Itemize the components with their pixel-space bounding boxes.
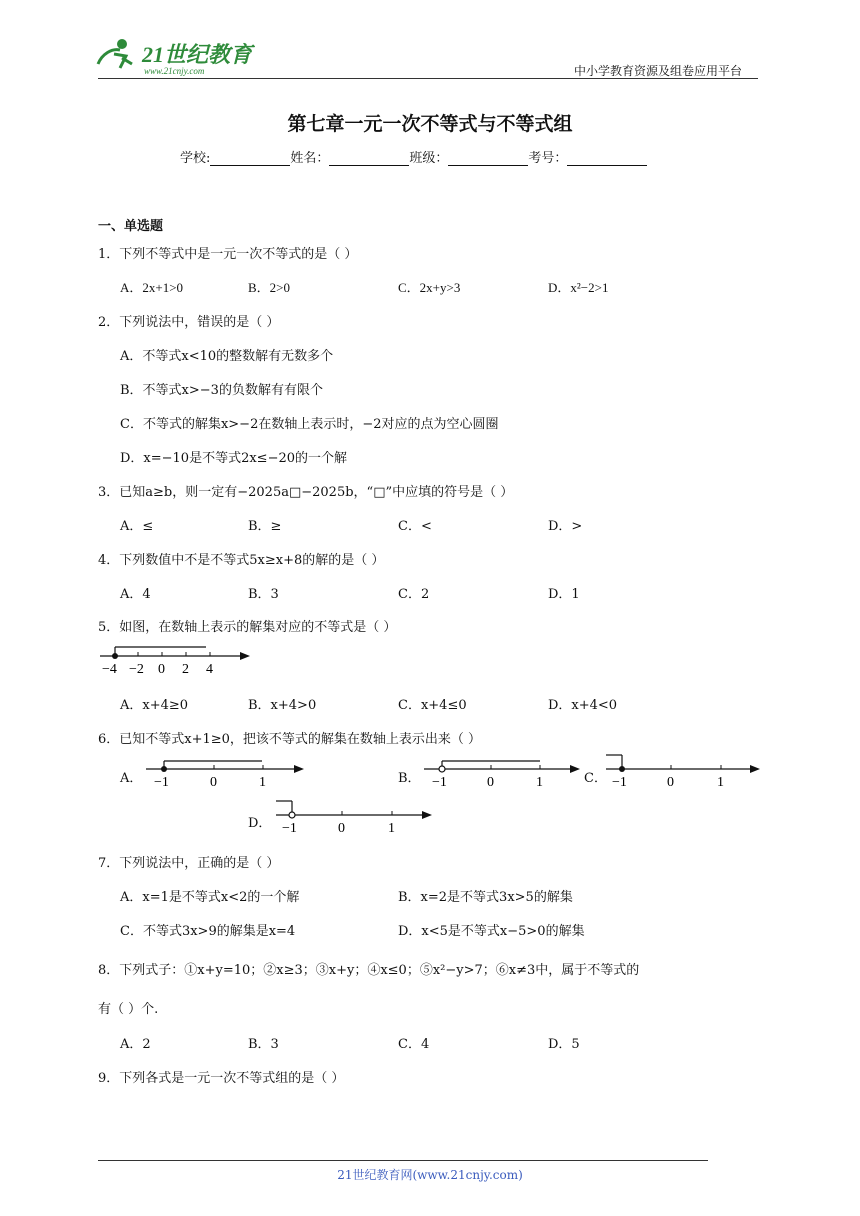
question-3-stem: 3．已知a≥b，则一定有−2025a□−2025b，“□”中应填的符号是（ ） xyxy=(98,485,514,500)
name-label: 姓名： xyxy=(290,151,330,166)
question-6-stem: 6．已知不等式x+1≥0，把该不等式的解集在数轴上表示出来（ ） xyxy=(98,732,482,747)
q6-option-c-number-line[interactable] xyxy=(604,752,764,790)
q5-tick-label: −4 xyxy=(102,662,117,677)
q6c-tick-label: 0 xyxy=(667,775,674,790)
question-1-stem: 1．下列不等式中是一元一次不等式的是（ ） xyxy=(98,247,358,262)
q6d-tick-label: 1 xyxy=(388,821,395,836)
q5-tick-label: 2 xyxy=(182,662,189,677)
q6d-tick-label: −1 xyxy=(282,821,297,836)
logo-text: 21世纪教育 xyxy=(142,42,253,67)
q8-option-b[interactable]: B．3 xyxy=(248,1037,279,1052)
q6c-tick-label: −1 xyxy=(612,775,627,790)
school-label: 学校: xyxy=(180,151,211,166)
q6d-tick-label: 0 xyxy=(338,821,345,836)
q6a-tick-label: −1 xyxy=(154,775,169,790)
q2-option-b[interactable]: B．不等式x>−3的负数解有有限个 xyxy=(120,383,323,398)
q8-option-c[interactable]: C．4 xyxy=(398,1037,430,1052)
page-title: 第七章一元一次不等式与不等式组 xyxy=(287,113,573,135)
q2-option-a[interactable]: A．不等式x<10的整数解有无数多个 xyxy=(120,349,334,364)
q6a-tick-label: 1 xyxy=(259,775,266,790)
q6a-tick-label: 0 xyxy=(210,775,217,790)
q5-tick-label: 4 xyxy=(206,662,213,677)
question-8-stem: 8．下列式子：①x+y=10；②x≥3；③x+y；④x≤0；⑤x²−y>7；⑥x≠3中，属于不等式的 xyxy=(98,963,640,978)
q8-option-d[interactable]: D．5 xyxy=(548,1037,580,1052)
q5-option-b[interactable]: B．x+4>0 xyxy=(248,698,317,713)
student-info-line xyxy=(180,147,647,166)
q3-option-a[interactable]: A．≤ xyxy=(120,519,154,534)
q5-option-a[interactable]: A．x+4≥0 xyxy=(120,698,189,713)
arrow-right-icon xyxy=(750,765,760,773)
q6-option-d-number-line[interactable] xyxy=(272,798,436,836)
question-5-stem: 5．如图，在数轴上表示的解集对应的不等式是（ ） xyxy=(98,620,397,635)
footer-link[interactable]: 21世纪教育网(www.21cnjy.com) xyxy=(337,1168,523,1182)
q5-number-line xyxy=(96,645,256,681)
q6b-tick-label: 0 xyxy=(487,775,494,790)
arrow-right-icon xyxy=(422,811,432,819)
q7-option-c[interactable]: C．不等式3x>9的解集是x=4 xyxy=(120,924,296,939)
q1-option-c[interactable]: C．2x+y>3 xyxy=(398,280,461,295)
footer-rule xyxy=(98,1160,708,1161)
school-blank[interactable] xyxy=(210,151,290,166)
arrow-right-icon xyxy=(294,765,304,773)
q1-option-a[interactable]: A．2x+1>0 xyxy=(120,280,184,295)
q7-option-d[interactable]: D．x<5是不等式x−5>0的解集 xyxy=(398,924,585,939)
q3-option-d[interactable]: D．> xyxy=(548,519,583,534)
q7-option-a[interactable]: A．x=1是不等式x<2的一个解 xyxy=(120,890,300,905)
name-blank[interactable] xyxy=(329,151,409,166)
q6-option-b-number-line[interactable] xyxy=(422,758,586,790)
q2-option-d[interactable]: D．x=−10是不等式2x≤−20的一个解 xyxy=(120,451,348,466)
q4-option-d[interactable]: D．1 xyxy=(548,587,580,602)
q5-option-d[interactable]: D．x+4<0 xyxy=(548,698,618,713)
question-9-stem: 9．下列各式是一元一次不等式组的是（ ） xyxy=(98,1071,345,1086)
logo-url: www.21cnjy.com xyxy=(144,66,205,76)
class-label: 班级： xyxy=(409,151,449,166)
number-blank[interactable] xyxy=(567,151,647,166)
q6b-tick-label: 1 xyxy=(536,775,543,790)
question-8-stem-cont: 有（ ）个. xyxy=(98,1002,159,1017)
question-7-stem: 7．下列说法中，正确的是（ ） xyxy=(98,856,280,871)
question-2-stem: 2．下列说法中，错误的是（ ） xyxy=(98,315,280,330)
header-rule xyxy=(98,78,758,79)
q6c-tick-label: 1 xyxy=(717,775,724,790)
q3-option-b[interactable]: B．≥ xyxy=(248,519,282,534)
q6-option-a-number-line[interactable] xyxy=(144,758,308,790)
q7-option-b[interactable]: B．x=2是不等式3x>5的解集 xyxy=(398,890,573,905)
q4-option-b[interactable]: B．3 xyxy=(248,587,279,602)
question-4-stem: 4．下列数值中不是不等式5x≥x+8的解的是（ ） xyxy=(98,553,385,568)
q8-option-a[interactable]: A．2 xyxy=(120,1037,151,1052)
class-blank[interactable] xyxy=(448,151,528,166)
q6-option-c-label[interactable]: C． xyxy=(584,771,607,786)
q6-option-b-label[interactable]: B． xyxy=(398,771,421,786)
q5-tick-label: 0 xyxy=(158,662,165,677)
q4-option-a[interactable]: A．4 xyxy=(120,587,151,602)
number-label: 考号： xyxy=(528,151,568,166)
q5-option-c[interactable]: C．x+4≤0 xyxy=(398,698,467,713)
q3-option-c[interactable]: C．< xyxy=(398,519,432,534)
q1-option-d[interactable]: D．x²−2>1 xyxy=(548,280,609,295)
q6-option-a-label[interactable]: A． xyxy=(120,771,143,786)
arrow-right-icon xyxy=(570,765,580,773)
q4-option-c[interactable]: C．2 xyxy=(398,587,430,602)
site-logo xyxy=(92,34,262,78)
q5-tick-label: −2 xyxy=(129,662,144,677)
q2-option-c[interactable]: C．不等式的解集x>−2在数轴上表示时，−2对应的点为空心圆圈 xyxy=(120,417,499,432)
section-heading: 一、单选题 xyxy=(98,219,164,234)
q6-option-d-label[interactable]: D． xyxy=(248,816,272,831)
q6b-tick-label: −1 xyxy=(432,775,447,790)
q1-option-b[interactable]: B．2>0 xyxy=(248,280,291,295)
arrow-right-icon xyxy=(240,652,250,660)
platform-name: 中小学教育资源及组卷应用平台 xyxy=(574,64,743,78)
